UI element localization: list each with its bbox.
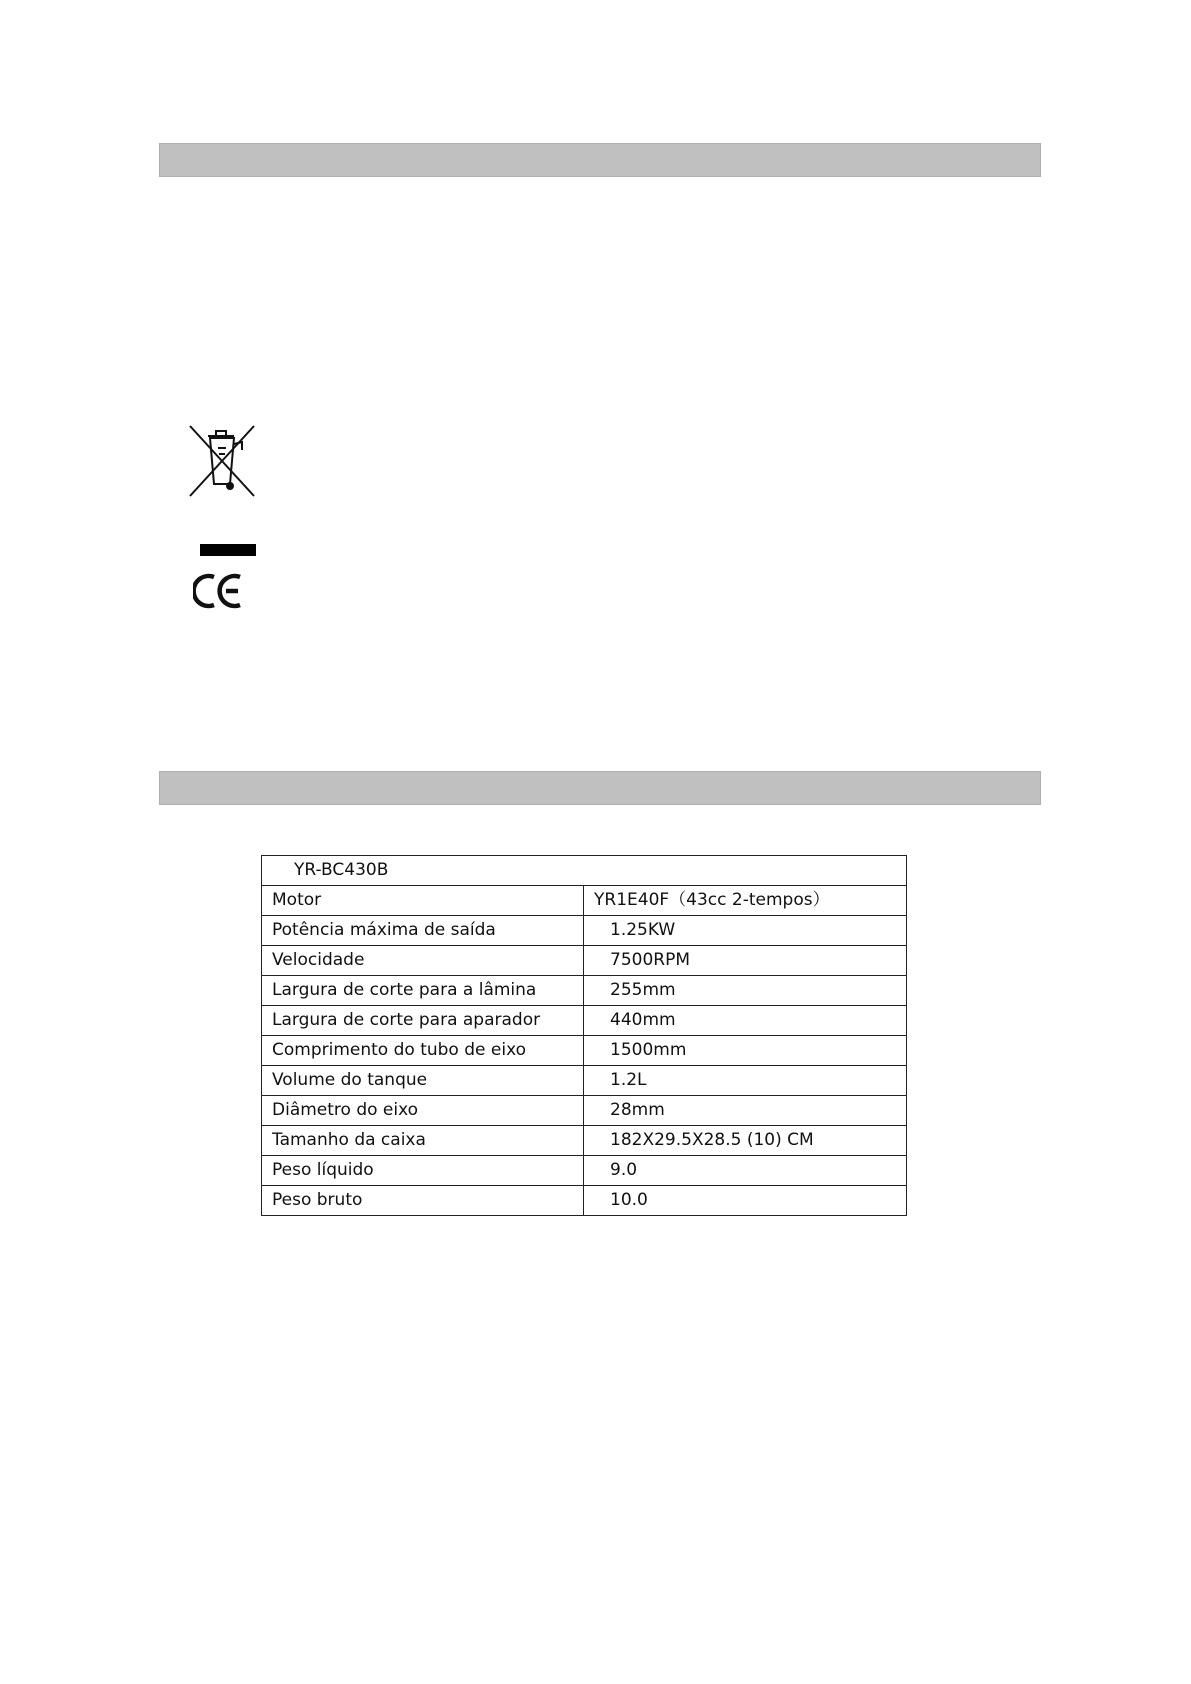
table-row bbox=[262, 1186, 907, 1216]
spec-value: 440mm bbox=[584, 1006, 907, 1036]
spec-label: Peso líquido bbox=[262, 1156, 584, 1186]
spec-label: Diâmetro do eixo bbox=[262, 1096, 584, 1126]
table-row bbox=[262, 1096, 907, 1126]
spec-value: 182X29.5X28.5 (10) CM bbox=[584, 1126, 907, 1156]
table-row bbox=[262, 1036, 907, 1066]
specifications-table bbox=[261, 855, 907, 1216]
table-row bbox=[262, 916, 907, 946]
spec-label: Largura de corte para a lâmina bbox=[262, 976, 584, 1006]
table-row bbox=[262, 946, 907, 976]
section-header-bar-disposal bbox=[159, 143, 1041, 177]
table-row bbox=[262, 1006, 907, 1036]
table-row bbox=[262, 886, 907, 916]
table-row-model bbox=[262, 856, 907, 886]
spec-value: 10.0 bbox=[584, 1186, 907, 1216]
ce-mark-icon bbox=[193, 572, 245, 610]
spec-label: Motor bbox=[262, 886, 584, 916]
table-row bbox=[262, 1126, 907, 1156]
spec-label: Velocidade bbox=[262, 946, 584, 976]
spec-label: Comprimento do tubo de eixo bbox=[262, 1036, 584, 1066]
spec-value: 9.0 bbox=[584, 1156, 907, 1186]
weee-underline-bar bbox=[200, 544, 256, 556]
spec-label: Largura de corte para aparador bbox=[262, 1006, 584, 1036]
spec-label: Volume do tanque bbox=[262, 1066, 584, 1096]
spec-value: 1.2L bbox=[584, 1066, 907, 1096]
table-row bbox=[262, 1066, 907, 1096]
spec-label: Tamanho da caixa bbox=[262, 1126, 584, 1156]
table-row bbox=[262, 1156, 907, 1186]
spec-value: 1500mm bbox=[584, 1036, 907, 1066]
section-header-bar-specifications bbox=[159, 771, 1041, 805]
spec-value: 1.25KW bbox=[584, 916, 907, 946]
spec-value: 7500RPM bbox=[584, 946, 907, 976]
spec-value: 255mm bbox=[584, 976, 907, 1006]
spec-value: 28mm bbox=[584, 1096, 907, 1126]
spec-label: Potência máxima de saída bbox=[262, 916, 584, 946]
spec-value: YR1E40F（43cc 2-tempos） bbox=[584, 886, 907, 916]
model-name: YR-BC430B bbox=[262, 856, 907, 886]
crossed-out-wheelie-bin-icon bbox=[188, 424, 258, 498]
table-row bbox=[262, 976, 907, 1006]
spec-label: Peso bruto bbox=[262, 1186, 584, 1216]
